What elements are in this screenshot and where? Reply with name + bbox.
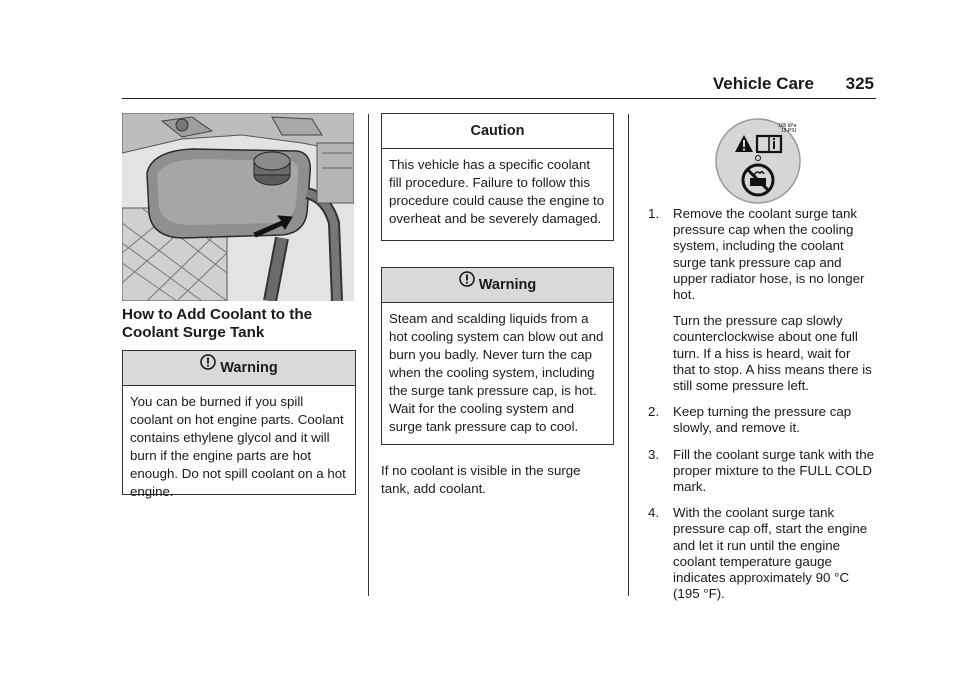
warning-icon: [459, 266, 475, 300]
cap-label-kpa: 105 kPa: [778, 123, 797, 129]
column-divider-1: [368, 114, 369, 596]
step-number: 3.: [648, 446, 660, 462]
step-text: With the coolant surge tank pressure cap off, start the engine and let it run until the engine coolant temperature gauge indicates approximately 90 °C (195 °F).: [673, 505, 868, 602]
body-paragraph: If no coolant is visible in the surge tank, add coolant.: [381, 463, 581, 496]
caution-box: [381, 113, 614, 241]
step-number: 4.: [648, 505, 660, 521]
caution-text: This vehicle has a specific coolant fill procedure. Failure to follow this procedure could cause the engine to overheat and be severely damaged.: [389, 157, 605, 226]
section-subheading: How to Add Coolant to the Coolant Surge Tank: [122, 306, 313, 341]
warning-box-header: [382, 268, 613, 303]
warning-box-spill: [122, 350, 356, 499]
step-text: Remove the coolant surge tank pressure cap when the cooling system, including the coolant surge tank pressure cap and upper radiator hose, is no longer hot.: [673, 206, 865, 303]
warning-box-steam: [381, 267, 614, 445]
list-item: [648, 447, 876, 496]
step-text: Keep turning the pressure cap slowly, and remove it.: [673, 404, 852, 436]
page-header: [122, 70, 876, 99]
warning-text: Steam and scalding liquids from a hot cooling system can blow out and burn you badly. Never turn the cap when the cooling system, including the surge tank pressure cap, is hot. Wait for the cooling system and surge tank pressure cap to cool.: [389, 311, 604, 434]
warning-text: You can be burned if you spill coolant on hot engine parts. Coolant contains ethylene glycol and it will burn if the engine parts are hot enough. Do not spill coolant on a hot engine.: [130, 394, 346, 499]
step-number: 2.: [648, 404, 660, 420]
step-subtext: Turn the pressure cap slowly counterclockwise about one full turn. If a hiss is heard, wait for that to stop. A hiss means there is still some pressure left.: [673, 313, 872, 394]
procedure-steps: [648, 206, 876, 612]
section-title: Vehicle Care: [712, 74, 814, 93]
list-item: [648, 505, 876, 602]
page-number: 325: [845, 74, 874, 93]
coolant-tank-illustration: [122, 113, 354, 301]
warning-title: Warning: [478, 277, 537, 293]
column-divider-2: [628, 114, 629, 596]
step-text: Fill the coolant surge tank with the proper mixture to the FULL COLD mark.: [673, 446, 875, 495]
pressure-cap-graphic: [712, 118, 804, 209]
caution-box-header: Caution: [382, 114, 613, 149]
list-item: [648, 206, 876, 394]
warning-box-header: [123, 351, 355, 386]
list-item: [648, 404, 876, 436]
warning-title: Warning: [220, 360, 278, 376]
cap-label-psi: 15 PSI: [781, 128, 797, 134]
step-number: 1.: [648, 206, 660, 221]
warning-icon: [200, 349, 216, 383]
